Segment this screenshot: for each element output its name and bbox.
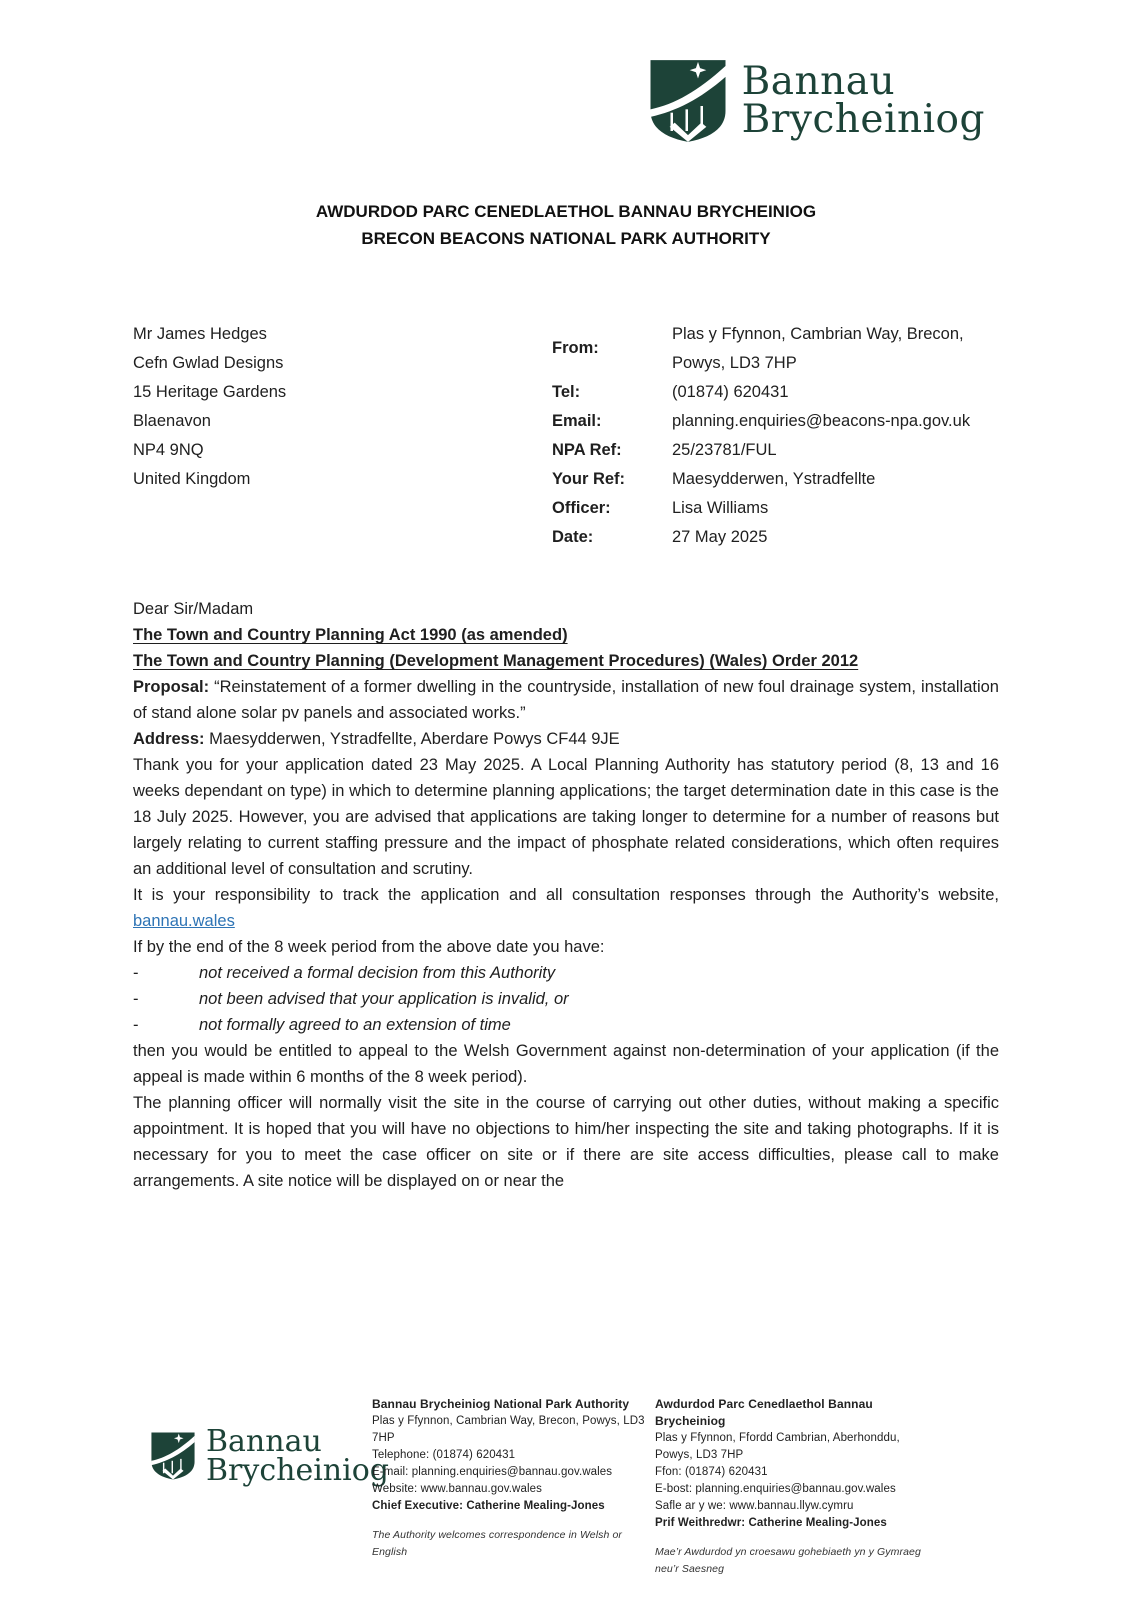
- header-logo: [648, 57, 985, 145]
- footer-welsh-exec: Prif Weithredwr: Catherine Mealing-Jones: [655, 1517, 887, 1529]
- application-paragraph: Thank you for your application dated 23 May 2025. A Local Planning Authority has statutory period (8, 13 and 16 weeks dependant on type) in which to determine planning applications; the target determination date in this case is the 18 July 2025. However, you are advised that applications are taking longer to determine for a number of reasons but largely relating to current staffing pressure and the impact of phosphate related considerations, which often requires an additional level of consultation and scrutiny.: [133, 756, 999, 878]
- bullet-text-1: not received a formal decision from this Authority: [199, 964, 556, 982]
- footer-welsh-email: E-bost: planning.enquiries@bannau.gov.wales: [655, 1483, 896, 1495]
- proposal-text: “Reinstatement of a former dwelling in the countryside, installation of new foul drainage system, installation of stand alone solar pv panels and associated works.”: [133, 678, 999, 722]
- letter-footer: [150, 1396, 1032, 1578]
- recipient-country: United Kingdom: [133, 470, 251, 488]
- footer-logo-wordmark: [206, 1423, 389, 1488]
- meta-value-date: 27 May 2025: [672, 528, 768, 546]
- meta-value-tel: (01874) 620431: [672, 383, 789, 401]
- address-text: Maesydderwen, Ystradfellte, Aberdare Powys CF44 9JE: [209, 730, 620, 748]
- responsibility-text: It is your responsibility to track the application and all consultation responses through the Authority’s website,: [133, 886, 999, 904]
- bullet-marker: -: [133, 964, 139, 982]
- responsibility-paragraph: [133, 882, 999, 934]
- recipient-street: 15 Heritage Gardens: [133, 383, 287, 401]
- meta-row-tel: [552, 378, 1032, 407]
- footer-welsh-column: [655, 1396, 938, 1578]
- letter-meta-section: [133, 320, 1032, 552]
- bullet-marker: -: [133, 990, 139, 1008]
- bannau-brycheiniog-shield-icon: [150, 1431, 196, 1481]
- footer-english-note: The Authority welcomes correspondence in Welsh or English: [372, 1529, 623, 1558]
- letter-body: [133, 596, 999, 1194]
- authority-title-english: BRECON BEACONS NATIONAL PARK AUTHORITY: [361, 229, 771, 248]
- footer-english-org: Bannau Brycheiniog National Park Authority: [372, 1397, 630, 1411]
- meta-label-from: From:: [552, 339, 599, 357]
- recipient-town: Blaenavon: [133, 412, 211, 430]
- subject-line-2: The Town and Country Planning (Development Management Procedures) (Wales) Order 2012: [133, 652, 859, 670]
- meta-label-tel: Tel:: [552, 383, 581, 401]
- footer-welsh-phone: Ffon: (01874) 620431: [655, 1466, 768, 1478]
- recipient-postcode: NP4 9NQ: [133, 441, 204, 459]
- bullet-text-3: not formally agreed to an extension of time: [199, 1016, 511, 1034]
- meta-label-officer: Officer:: [552, 499, 611, 517]
- list-item: [133, 986, 999, 1012]
- website-link[interactable]: bannau.wales: [133, 912, 235, 930]
- meta-row-your-ref: [552, 465, 1032, 494]
- meta-value-npa-ref: 25/23781/FUL: [672, 441, 777, 459]
- subject-line-1: The Town and Country Planning Act 1990 (as amended): [133, 626, 568, 644]
- list-item: [133, 960, 999, 986]
- meta-value-email: planning.enquiries@beacons-npa.gov.uk: [672, 412, 971, 430]
- meta-row-officer: [552, 494, 1032, 523]
- list-item: [133, 1012, 999, 1038]
- authority-title-welsh: AWDURDOD PARC CENEDLAETHOL BANNAU BRYCHEINIOG: [315, 202, 817, 221]
- meta-label-email: Email:: [552, 412, 602, 430]
- meta-label-npa-ref: NPA Ref:: [552, 441, 622, 459]
- meta-row-npa-ref: [552, 436, 1032, 465]
- footer-english-email: E-mail: planning.enquiries@bannau.gov.wales: [372, 1466, 613, 1478]
- footer-logo-line2: Brycheiniog: [206, 1453, 389, 1488]
- recipient-name: Mr James Hedges: [133, 325, 267, 343]
- footer-welsh-org: Awdurdod Parc Cenedlaethol Bannau Brycheiniog: [655, 1397, 873, 1428]
- logo-word-line2: Brycheiniog: [741, 97, 985, 142]
- footer-english-website: Website: www.bannau.gov.wales: [372, 1483, 542, 1495]
- meta-row-from: [552, 320, 1032, 378]
- footer-welsh-website: Safle ar y we: www.bannau.llyw.cymru: [655, 1500, 854, 1512]
- footer-english-exec: Chief Executive: Catherine Mealing-Jones: [372, 1500, 605, 1512]
- site-visit-paragraph: The planning officer will normally visit the site in the course of carrying out other duties, without making a specific appointment. It is hoped that you will have no objections to him/her inspecting the site and taking photographs. If it is necessary for you to meet the case officer on site or if there are site access difficulties, please call to make arrangements. A site notice will be displayed on or near the: [133, 1094, 999, 1190]
- proposal-label: Proposal:: [133, 678, 210, 696]
- conditions-list: [133, 960, 999, 1038]
- meta-row-email: [552, 407, 1032, 436]
- meta-value-your-ref: Maesydderwen, Ystradfellte: [672, 470, 876, 488]
- address-label: Address:: [133, 730, 205, 748]
- proposal-paragraph: [133, 674, 999, 726]
- meta-value-from: Plas y Ffynnon, Cambrian Way, Brecon, Powys, LD3 7HP: [672, 325, 964, 372]
- recipient-address: [133, 320, 552, 552]
- footer-logo-line1: Bannau: [206, 1423, 322, 1459]
- footer-welsh-address: Plas y Ffynnon, Ffordd Cambrian, Aberhonddu, Powys, LD3 7HP: [655, 1432, 900, 1461]
- logo-wordmark: [741, 58, 985, 142]
- salutation: Dear Sir/Madam: [133, 600, 254, 618]
- bannau-brycheiniog-shield-icon: [648, 57, 728, 145]
- footer-english-column: [372, 1396, 655, 1578]
- footer-english-address: Plas y Ffynnon, Cambrian Way, Brecon, Powys, LD3 7HP: [372, 1415, 645, 1444]
- authority-title: [133, 198, 999, 252]
- recipient-company: Cefn Gwlad Designs: [133, 354, 284, 372]
- meta-value-officer: Lisa Williams: [672, 499, 769, 517]
- appeal-paragraph: then you would be entitled to appeal to the Welsh Government against non-determination of your application (if the appeal is made within 6 months of the 8 week period).: [133, 1042, 999, 1086]
- bullet-marker: -: [133, 1016, 139, 1034]
- logo-word-line1: Bannau: [741, 58, 896, 104]
- bullet-text-2: not been advised that your application is invalid, or: [199, 990, 569, 1008]
- footer-logo: [150, 1410, 389, 1502]
- meta-row-date: [552, 523, 1032, 552]
- eight-week-intro: If by the end of the 8 week period from the above date you have:: [133, 938, 605, 956]
- footer-english-phone: Telephone: (01874) 620431: [372, 1449, 516, 1461]
- letter-meta-table: [552, 320, 1032, 552]
- meta-label-date: Date:: [552, 528, 594, 546]
- footer-welsh-note: Mae’r Awdurdod yn croesawu gohebiaeth yn y Gymraeg neu’r Saesneg: [655, 1546, 921, 1575]
- address-paragraph: [133, 726, 999, 752]
- meta-label-your-ref: Your Ref:: [552, 470, 626, 488]
